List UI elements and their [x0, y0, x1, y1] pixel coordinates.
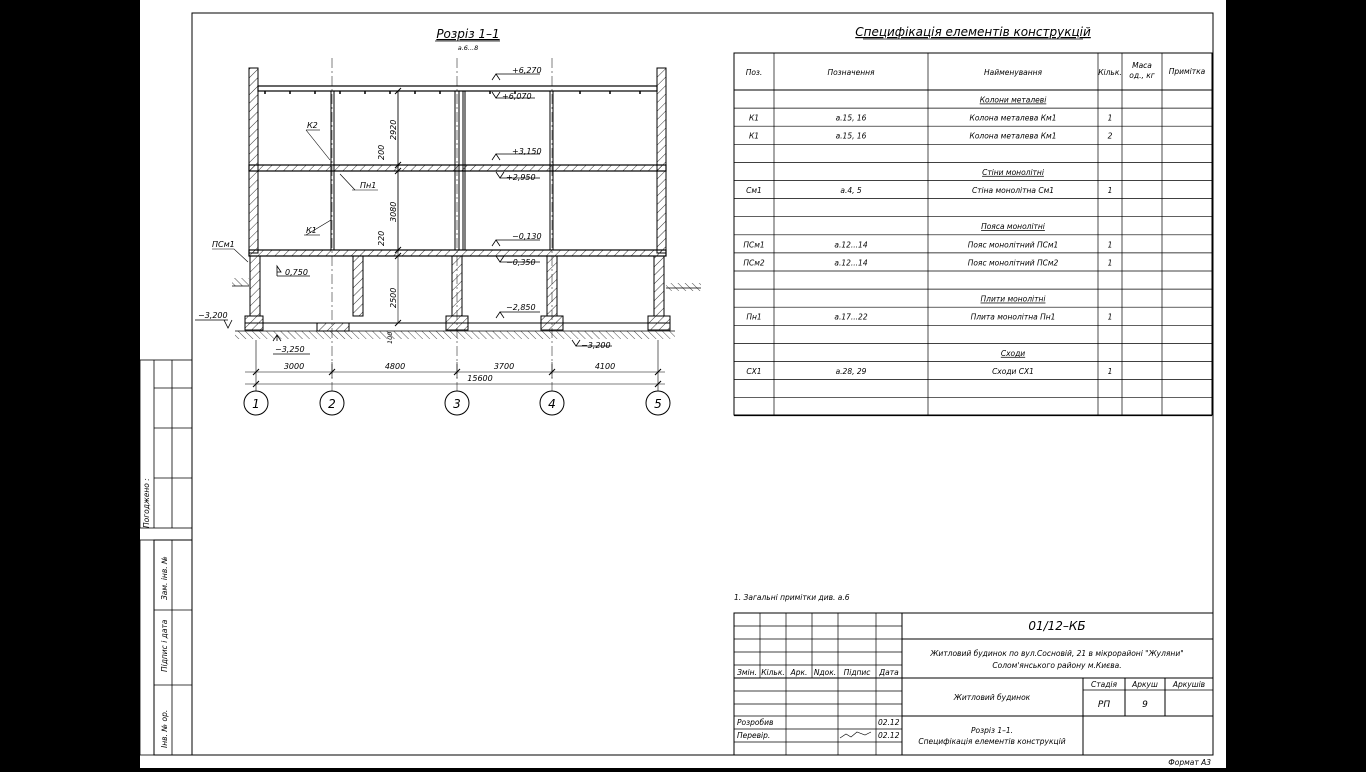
- hdr-designation: Позначення: [827, 68, 875, 77]
- svg-text:−0,350: −0,350: [506, 258, 536, 267]
- svg-text:3080: 3080: [389, 201, 398, 222]
- section-title: Розріз 1–1: [436, 27, 500, 41]
- spec-cell-name: Стіни монолітні: [982, 167, 1044, 177]
- title-block-text: [737, 619, 1205, 746]
- svg-text:−3,200: −3,200: [581, 341, 611, 350]
- tb-sheet: 9: [1142, 700, 1148, 710]
- hdr-qty: Кільк.: [1098, 68, 1122, 77]
- spec-cell-designation: а.15, 16: [835, 113, 867, 123]
- svg-text:0,750: 0,750: [285, 268, 308, 277]
- level-floor2-top: [492, 147, 542, 160]
- spec-cell-name: Пояс монолітний ПСм2: [967, 258, 1059, 268]
- tb-sheet-title-1: Розріз 1–1.: [971, 726, 1013, 735]
- hdr-pos: Поз.: [745, 68, 763, 77]
- spec-header: [746, 61, 1206, 80]
- svg-text:100: 100: [386, 331, 394, 344]
- spec-cell-name: Пояса монолітні: [981, 222, 1045, 232]
- spec-cell-qty: 1: [1107, 240, 1113, 250]
- span-4: 4100: [594, 362, 616, 371]
- tb-stage-label: Стадія: [1091, 680, 1117, 689]
- hdr-note: Примітка: [1168, 67, 1206, 76]
- svg-text:1: 1: [252, 397, 260, 411]
- vertical-dims: [377, 88, 401, 344]
- level-roof-bottom: [492, 92, 535, 101]
- spec-cell-pos: Пн1: [746, 312, 762, 322]
- tb-project-line-2: Солом'янського району м.Києва.: [992, 661, 1122, 670]
- axis-1: [244, 391, 268, 415]
- label-pn1: Пн1: [360, 181, 377, 190]
- spec-cell-qty: 1: [1107, 312, 1113, 322]
- spec-cell-designation: а.12...14: [834, 240, 868, 250]
- hdr-mass-1: Маса: [1132, 61, 1152, 70]
- tb-sheet-title-2: Специфікація елементів конструкцій: [918, 737, 1066, 746]
- tb-hdr-date: Дата: [879, 668, 899, 677]
- svg-text:2920: 2920: [389, 119, 398, 140]
- span-2: 4800: [384, 362, 406, 371]
- svg-text:+3,150: +3,150: [512, 147, 542, 156]
- level-floor1-top: [492, 232, 542, 246]
- tb-hdr-doc: Nдок.: [813, 668, 837, 677]
- spec-cell-pos: ПСм2: [743, 258, 765, 268]
- spec-cell-name: Колона металева Км1: [969, 113, 1057, 123]
- axis-3: [445, 391, 469, 415]
- left-wall: [249, 68, 258, 253]
- tb-checked: Перевір.: [737, 731, 771, 740]
- spec-cell-designation: а.28, 29: [835, 367, 867, 376]
- right-wall: [657, 68, 666, 253]
- spec-cell-pos: СХ1: [746, 367, 762, 376]
- tb-stage: РП: [1097, 700, 1111, 710]
- roof-slab: [258, 86, 657, 91]
- tb-code: 01/12–КБ: [1028, 619, 1086, 633]
- section-drawing: [195, 27, 701, 415]
- tb-sheets-label: Аркушів: [1172, 680, 1206, 689]
- spec-cell-designation: а.12...14: [834, 258, 868, 268]
- span-1: 3000: [283, 362, 305, 371]
- spec-cell-name: Сходи СХ1: [992, 367, 1034, 376]
- tb-hdr-sheet: Арк.: [790, 668, 808, 677]
- spec-cell-pos: К1: [748, 131, 760, 141]
- stamp-replace: Зам. інв. №: [160, 556, 169, 600]
- tb-hdr-signature: Підпис: [843, 668, 871, 677]
- tb-sheet-label: Аркуш: [1132, 680, 1158, 689]
- label-k2: К2: [307, 121, 318, 130]
- signature-scribble: [840, 732, 871, 738]
- spec-cell-name: Плита монолітна Пн1: [970, 312, 1056, 322]
- spec-cell-pos: К1: [748, 113, 760, 123]
- spec-row: [749, 132, 1113, 141]
- spec-cell-qty: 1: [1107, 367, 1113, 376]
- floor1-slab: [249, 250, 666, 256]
- spec-cell-name: Сходи: [1000, 348, 1026, 358]
- stamp-sign-date: Підпис і дата: [160, 619, 169, 672]
- svg-text:−0,130: −0,130: [512, 232, 542, 241]
- hdr-mass-2: од., кг: [1129, 71, 1155, 80]
- format-label: Формат А3: [1168, 758, 1211, 767]
- spec-cell-designation: а.17...22: [834, 312, 868, 322]
- spec-cell-name: Колона металева Км1: [969, 131, 1057, 141]
- label-k1: К1: [306, 226, 317, 235]
- spec-cell-qty: 1: [1107, 186, 1113, 195]
- svg-text:200: 200: [377, 144, 386, 160]
- label-psm1: ПСм1: [212, 240, 235, 249]
- side-stamp-text: [142, 478, 169, 748]
- level-top: [492, 66, 542, 80]
- section-subtitle: а.6...8: [457, 44, 479, 52]
- tb-date-2: 02.12: [878, 731, 900, 740]
- svg-text:4: 4: [548, 397, 556, 411]
- svg-text:−2,850: −2,850: [506, 303, 536, 312]
- svg-text:−3,250: −3,250: [275, 345, 305, 354]
- axis-5: [646, 391, 670, 415]
- stamp-agreed: Погоджено :: [142, 478, 151, 528]
- spec-section-row: [981, 295, 1047, 304]
- drawing-sheet: [140, 0, 1226, 768]
- spec-row: [749, 114, 1112, 123]
- svg-text:5: 5: [654, 397, 662, 411]
- svg-text:+6,070: +6,070: [502, 92, 532, 101]
- hdr-name: Найменування: [983, 68, 1043, 77]
- level-ground-left: [277, 266, 310, 277]
- svg-text:+2,950: +2,950: [506, 173, 536, 182]
- spec-cell-name: Пояс монолітний ПСм1: [967, 240, 1059, 250]
- floor2-slab: [249, 165, 666, 171]
- spec-table: [734, 53, 1212, 416]
- spec-cell-designation: а.15, 16: [835, 131, 867, 141]
- spec-cell-name: Стіна монолітна См1: [971, 186, 1055, 195]
- tb-project-line-1: Житловий будинок по вул.Сосновій, 21 в мікрорайоні "Жуляни": [930, 649, 1184, 658]
- general-notes: 1. Загальні примітки див. а.6: [734, 593, 850, 602]
- svg-text:220: 220: [377, 230, 386, 246]
- spec-section-row: [980, 96, 1048, 105]
- spec-row: [746, 367, 1112, 376]
- svg-text:−3,200: −3,200: [198, 311, 228, 320]
- spec-cell-pos: ПСм1: [743, 240, 765, 250]
- spec-cell-qty: 1: [1107, 258, 1113, 268]
- spec-cell-name: Колони металеві: [979, 95, 1047, 105]
- element-labels: [212, 121, 378, 262]
- axis-2: [320, 391, 344, 415]
- spec-cell-qty: 2: [1107, 131, 1113, 141]
- spec-section-row: [982, 168, 1045, 177]
- spec-cell-qty: 1: [1107, 113, 1113, 123]
- spec-row: [746, 313, 1112, 322]
- svg-text:+6,270: +6,270: [512, 66, 542, 75]
- svg-text:3: 3: [453, 397, 461, 411]
- level-floor1-bottom: [496, 256, 540, 267]
- level-floor2-bottom: [496, 172, 540, 182]
- tb-hdr-qty: Кільк.: [761, 668, 785, 677]
- spec-cell-designation: а.4, 5: [840, 186, 862, 195]
- drawing-canvas: [140, 0, 1226, 768]
- span-3: 3700: [493, 362, 515, 371]
- span-total: 15600: [467, 374, 493, 383]
- level-left-ext: [195, 311, 232, 328]
- spec-cell-pos: См1: [746, 186, 762, 195]
- tb-date-1: 02.12: [878, 718, 900, 727]
- svg-text:2: 2: [328, 397, 336, 411]
- spec-cell-name: Плити монолітні: [980, 294, 1046, 304]
- spec-title: Специфікація елементів конструкцій: [855, 25, 1091, 39]
- spec-section-row: [981, 222, 1046, 231]
- level-base: [496, 303, 540, 318]
- svg-text:2500: 2500: [389, 287, 398, 308]
- tb-hdr-change: Змін.: [737, 668, 757, 677]
- level-right-ext: [572, 340, 612, 350]
- axis-bubbles: [244, 391, 670, 415]
- stamp-inv: Інв. № ор.: [160, 709, 169, 748]
- axis-4: [540, 391, 564, 415]
- tb-developed: Розробив: [737, 718, 774, 727]
- tb-building: Житловий будинок: [953, 693, 1031, 702]
- spec-section-row: [1001, 349, 1025, 358]
- spec-row: [746, 186, 1112, 195]
